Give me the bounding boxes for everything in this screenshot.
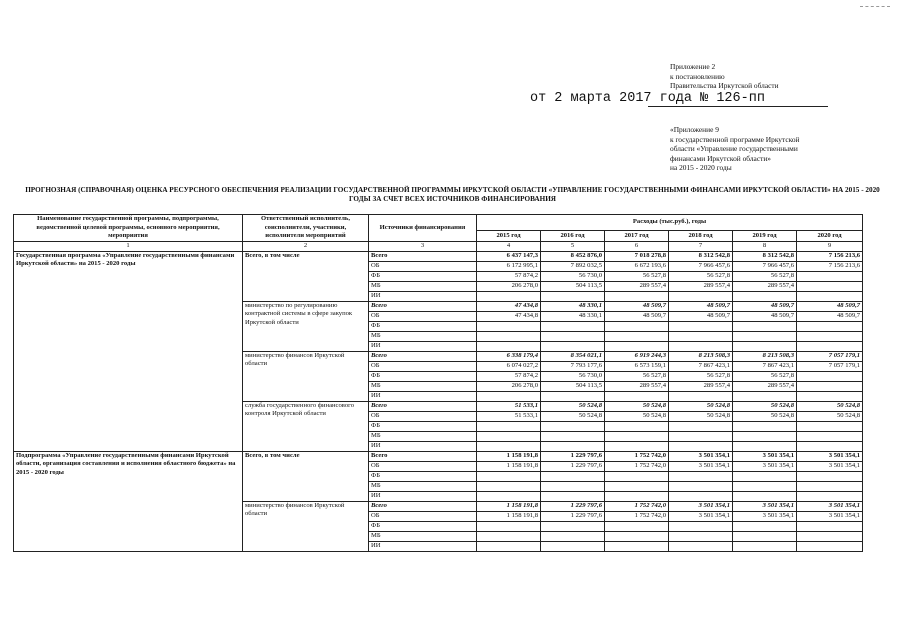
expense-value — [669, 441, 733, 451]
expense-value: 50 524,8 — [541, 401, 605, 411]
funding-source: Всего — [369, 451, 477, 461]
expense-value: 3 501 354,1 — [669, 511, 733, 521]
expense-value — [605, 471, 669, 481]
expense-value: 289 557,4 — [669, 381, 733, 391]
expense-value — [541, 391, 605, 401]
expense-value — [477, 481, 541, 491]
expense-value: 50 524,8 — [797, 411, 863, 421]
expense-value: 8 213 508,3 — [669, 351, 733, 361]
expense-value: 56 527,8 — [605, 371, 669, 381]
expense-value — [797, 471, 863, 481]
funding-source: ФБ — [369, 521, 477, 531]
expense-value — [605, 431, 669, 441]
expense-value: 50 524,8 — [797, 401, 863, 411]
expense-value — [669, 431, 733, 441]
annex-line: области «Управление государственными — [670, 144, 798, 154]
expense-value: 1 752 742,0 — [605, 511, 669, 521]
column-number: 3 — [369, 241, 477, 251]
expense-value: 3 501 354,1 — [733, 511, 797, 521]
column-number: 9 — [797, 241, 863, 251]
expense-value: 8 452 876,0 — [541, 251, 605, 261]
expense-value: 7 156 213,6 — [797, 261, 863, 271]
expense-value — [669, 491, 733, 501]
header-year: 2018 год — [669, 231, 733, 242]
expense-value — [605, 331, 669, 341]
program-name: Государственная программа «Управление государственными финансами Иркутской области» на 2015 - 2020 годы — [14, 251, 243, 451]
expense-value — [797, 481, 863, 491]
expense-value: 1 158 191,8 — [477, 451, 541, 461]
appendix-line: к постановлению — [670, 71, 725, 81]
expense-value — [477, 521, 541, 531]
expense-value — [733, 431, 797, 441]
expense-value: 1 229 797,6 — [541, 501, 605, 511]
expense-value — [605, 531, 669, 541]
expense-value — [669, 531, 733, 541]
funding-source: ОБ — [369, 361, 477, 371]
expense-value: 48 509,7 — [669, 301, 733, 311]
expense-value — [733, 521, 797, 531]
expense-value — [669, 521, 733, 531]
expense-value — [669, 391, 733, 401]
expense-value: 6 672 193,6 — [605, 261, 669, 271]
funding-source: МБ — [369, 331, 477, 341]
expense-value: 48 509,7 — [733, 311, 797, 321]
header-year: 2015 год — [477, 231, 541, 242]
header-year: 2017 год — [605, 231, 669, 242]
executor-name: Всего, в том числе — [243, 451, 369, 501]
funding-source: ОБ — [369, 261, 477, 271]
expense-value — [541, 321, 605, 331]
expense-value: 50 524,8 — [669, 411, 733, 421]
expense-value: 8 312 542,8 — [669, 251, 733, 261]
expense-value: 3 501 354,1 — [797, 501, 863, 511]
funding-source: ФБ — [369, 321, 477, 331]
expense-value — [733, 541, 797, 551]
expense-value — [733, 531, 797, 541]
expense-value: 3 501 354,1 — [669, 501, 733, 511]
executor-name: министерство по регулированию контрактной системы в сфере закупок Иркутской области — [243, 301, 369, 351]
expense-value — [541, 421, 605, 431]
expense-value: 504 113,5 — [541, 281, 605, 291]
funding-source: Всего — [369, 351, 477, 361]
expense-value: 50 524,8 — [669, 401, 733, 411]
expense-value: 1 752 742,0 — [605, 461, 669, 471]
expense-value — [477, 471, 541, 481]
expense-value: 56 730,0 — [541, 271, 605, 281]
expense-value — [669, 471, 733, 481]
funding-source: ФБ — [369, 371, 477, 381]
expense-value — [477, 431, 541, 441]
expense-value: 51 533,1 — [477, 401, 541, 411]
date-stamp: от 2 марта 2017 года № 126-пп — [530, 91, 765, 106]
column-number: 2 — [243, 241, 369, 251]
expense-value — [605, 321, 669, 331]
column-number: 1 — [14, 241, 243, 251]
program-name: Подпрограмма «Управление государственными финансами Иркутской области, организация составления и исполнения областного бюджета» на 2015 - 2020 годы — [14, 451, 243, 551]
expense-value: 6 437 147,3 — [477, 251, 541, 261]
expense-value: 50 524,8 — [605, 411, 669, 421]
expense-value — [797, 541, 863, 551]
expense-value — [477, 321, 541, 331]
expense-value — [669, 321, 733, 331]
expense-value: 48 509,7 — [733, 301, 797, 311]
column-number: 4 — [477, 241, 541, 251]
appendix-line: Правительства Иркутской области — [670, 81, 779, 91]
expense-value: 7 966 457,6 — [733, 261, 797, 271]
expense-value — [477, 531, 541, 541]
expense-value: 1 752 742,0 — [605, 501, 669, 511]
funding-source: МБ — [369, 481, 477, 491]
funding-source: ОБ — [369, 411, 477, 421]
funding-source: Всего — [369, 501, 477, 511]
expense-value: 289 557,4 — [605, 281, 669, 291]
expense-value: 3 501 354,1 — [733, 451, 797, 461]
column-number: 5 — [541, 241, 605, 251]
expense-value: 3 501 354,1 — [733, 501, 797, 511]
expense-value: 50 524,8 — [733, 411, 797, 421]
expense-value — [541, 471, 605, 481]
expense-value: 206 278,0 — [477, 281, 541, 291]
expense-value: 6 074 027,2 — [477, 361, 541, 371]
expense-value — [733, 321, 797, 331]
header-executor: Ответственный исполнитель, соисполнители, участники, исполнители мероприятий — [243, 215, 369, 242]
expense-value — [797, 421, 863, 431]
annex-line: на 2015 - 2020 годы — [670, 163, 732, 173]
expense-value — [605, 491, 669, 501]
expense-value — [669, 331, 733, 341]
executor-name: Всего, в том числе — [243, 251, 369, 301]
executor-name: министерство финансов Иркутской области — [243, 351, 369, 401]
expense-value: 56 527,8 — [733, 371, 797, 381]
expense-value — [669, 541, 733, 551]
appendix-line: Приложение 2 — [670, 62, 716, 71]
funding-source: Всего — [369, 401, 477, 411]
expense-value — [605, 391, 669, 401]
expense-value: 7 156 213,6 — [797, 251, 863, 261]
expense-value: 7 867 423,1 — [733, 361, 797, 371]
header-source: Источники финансирования — [369, 215, 477, 242]
expense-value — [733, 341, 797, 351]
executor-name: служба государственного финансового контроля Иркутской области — [243, 401, 369, 451]
funding-source: ИИ — [369, 491, 477, 501]
funding-source: ФБ — [369, 421, 477, 431]
funding-source: ФБ — [369, 271, 477, 281]
expense-value — [797, 491, 863, 501]
funding-source: ОБ — [369, 511, 477, 521]
expense-value: 7 793 177,6 — [541, 361, 605, 371]
expense-value: 3 501 354,1 — [797, 511, 863, 521]
scan-edge-mark — [860, 6, 890, 7]
expense-value: 504 113,5 — [541, 381, 605, 391]
expense-value: 3 501 354,1 — [797, 461, 863, 471]
expense-value: 7 966 457,6 — [669, 261, 733, 271]
expense-value — [605, 481, 669, 491]
funding-source: ИИ — [369, 391, 477, 401]
expense-value: 7 018 278,8 — [605, 251, 669, 261]
expense-value — [477, 391, 541, 401]
expense-value — [477, 491, 541, 501]
expense-value: 47 434,8 — [477, 301, 541, 311]
expense-value: 8 354 021,1 — [541, 351, 605, 361]
expense-value — [733, 481, 797, 491]
expense-value: 289 557,4 — [733, 281, 797, 291]
annex-line: финансами Иркутской области» — [670, 153, 771, 163]
expense-value: 1 229 797,6 — [541, 451, 605, 461]
annex-line: «Приложение 9 — [670, 125, 719, 134]
header-name: Наименование государственной программы, подпрограммы, ведомственной целевой программы, основного мероприятия, мероприятия — [14, 215, 243, 242]
expense-value: 289 557,4 — [669, 281, 733, 291]
expense-value: 56 527,8 — [669, 271, 733, 281]
expense-value — [797, 531, 863, 541]
expense-value: 47 434,8 — [477, 311, 541, 321]
annex-header — [670, 125, 799, 173]
expense-value — [733, 491, 797, 501]
expense-value — [733, 471, 797, 481]
expense-value: 48 330,1 — [541, 301, 605, 311]
expense-value: 50 524,8 — [733, 401, 797, 411]
expense-value — [541, 341, 605, 351]
expense-value — [477, 331, 541, 341]
resource-table — [13, 214, 863, 552]
expense-value: 206 278,0 — [477, 381, 541, 391]
annex-line: к государственной программе Иркутской — [670, 134, 800, 144]
table-row — [14, 251, 863, 261]
expense-value: 57 874,2 — [477, 271, 541, 281]
expense-value — [669, 481, 733, 491]
expense-value: 48 509,7 — [605, 301, 669, 311]
funding-source: МБ — [369, 531, 477, 541]
expense-value: 289 557,4 — [605, 381, 669, 391]
expense-value: 8 213 508,3 — [733, 351, 797, 361]
expense-value — [541, 441, 605, 451]
expense-value — [797, 321, 863, 331]
expense-value — [477, 441, 541, 451]
expense-value — [477, 541, 541, 551]
expense-value: 7 867 423,1 — [669, 361, 733, 371]
funding-source: ОБ — [369, 311, 477, 321]
expense-value: 56 730,0 — [541, 371, 605, 381]
table-row — [14, 451, 863, 461]
funding-source: ФБ — [369, 471, 477, 481]
expense-value — [605, 341, 669, 351]
expense-value — [797, 331, 863, 341]
expense-value — [669, 291, 733, 301]
expense-value: 50 524,8 — [541, 411, 605, 421]
header-year: 2019 год — [733, 231, 797, 242]
column-number: 8 — [733, 241, 797, 251]
expense-value: 7 057 179,1 — [797, 361, 863, 371]
expense-value — [797, 281, 863, 291]
expense-value — [797, 371, 863, 381]
expense-value — [541, 331, 605, 341]
expense-value: 48 509,7 — [669, 311, 733, 321]
expense-value: 3 501 354,1 — [733, 461, 797, 471]
expense-value: 56 527,8 — [733, 271, 797, 281]
column-number: 7 — [669, 241, 733, 251]
expense-value: 6 172 995,1 — [477, 261, 541, 271]
expense-value: 3 501 354,1 — [669, 451, 733, 461]
expense-value — [797, 381, 863, 391]
expense-value: 51 533,1 — [477, 411, 541, 421]
expense-value: 1 229 797,6 — [541, 461, 605, 471]
expense-value — [797, 341, 863, 351]
header-year: 2020 год — [797, 231, 863, 242]
expense-value: 6 919 244,3 — [605, 351, 669, 361]
expense-value: 48 509,7 — [605, 311, 669, 321]
expense-value: 6 338 179,4 — [477, 351, 541, 361]
expense-value — [541, 541, 605, 551]
executor-name: министерство финансов Иркутской области — [243, 501, 369, 551]
expense-value — [669, 341, 733, 351]
document-title: ПРОГНОЗНАЯ (СПРАВОЧНАЯ) ОЦЕНКА РЕСУРСНОГО ОБЕСПЕЧЕНИЯ РЕАЛИЗАЦИИ ГОСУДАРСТВЕННОЙ ПРОГРАММЫ ИРКУТСКОЙ ОБЛАСТИ «УПРАВЛЕНИЕ ГОСУДАРСТВЕННЫМИ ФИНАНСАМИ ИРКУТСКОЙ ОБЛАСТИ» НА 2015 - 2020 ГОДЫ ЗА СЧЕТ ВСЕХ ИСТОЧНИКОВ ФИНАНСИРОВАНИЯ — [25, 186, 880, 203]
expense-value — [797, 431, 863, 441]
expense-value — [541, 521, 605, 531]
expense-value: 6 573 159,1 — [605, 361, 669, 371]
expense-value — [669, 421, 733, 431]
funding-source: ИИ — [369, 541, 477, 551]
expense-value — [605, 521, 669, 531]
funding-source: МБ — [369, 381, 477, 391]
expense-value — [541, 481, 605, 491]
expense-value — [541, 531, 605, 541]
funding-source: Всего — [369, 251, 477, 261]
appendix-header — [670, 62, 779, 91]
funding-source: ИИ — [369, 341, 477, 351]
expense-value — [733, 291, 797, 301]
expense-value: 1 752 742,0 — [605, 451, 669, 461]
expense-value — [605, 541, 669, 551]
expense-value — [477, 291, 541, 301]
expense-value: 1 229 797,6 — [541, 511, 605, 521]
header-expenses: Расходы (тыс.руб.), годы — [477, 215, 863, 231]
expense-value: 48 509,7 — [797, 311, 863, 321]
expense-value: 3 501 354,1 — [669, 461, 733, 471]
expense-value — [797, 391, 863, 401]
expense-value — [541, 431, 605, 441]
expense-value — [797, 291, 863, 301]
funding-source: ИИ — [369, 291, 477, 301]
expense-value: 7 892 032,5 — [541, 261, 605, 271]
expense-value: 57 874,2 — [477, 371, 541, 381]
expense-value: 7 057 179,1 — [797, 351, 863, 361]
expense-value — [605, 291, 669, 301]
expense-value: 3 501 354,1 — [797, 451, 863, 461]
expense-value: 56 527,8 — [605, 271, 669, 281]
expense-value: 289 557,4 — [733, 381, 797, 391]
column-number: 6 — [605, 241, 669, 251]
expense-value — [733, 391, 797, 401]
expense-value: 50 524,8 — [605, 401, 669, 411]
funding-source: Всего — [369, 301, 477, 311]
funding-source: ИИ — [369, 441, 477, 451]
expense-value — [605, 421, 669, 431]
expense-value — [797, 271, 863, 281]
expense-value — [541, 291, 605, 301]
expense-value — [477, 421, 541, 431]
funding-source: МБ — [369, 431, 477, 441]
expense-value: 56 527,8 — [669, 371, 733, 381]
funding-source: МБ — [369, 281, 477, 291]
expense-value — [797, 441, 863, 451]
expense-value — [733, 441, 797, 451]
expense-value: 1 158 191,8 — [477, 501, 541, 511]
expense-value: 48 330,1 — [541, 311, 605, 321]
expense-value — [797, 521, 863, 531]
expense-value: 1 158 191,8 — [477, 511, 541, 521]
expense-value — [477, 341, 541, 351]
stamp-underline — [648, 106, 828, 107]
expense-value — [541, 491, 605, 501]
header-year: 2016 год — [541, 231, 605, 242]
expense-value — [733, 421, 797, 431]
expense-value — [605, 441, 669, 451]
expense-value: 1 158 191,8 — [477, 461, 541, 471]
expense-value: 48 509,7 — [797, 301, 863, 311]
funding-source: ОБ — [369, 461, 477, 471]
expense-value: 8 312 542,8 — [733, 251, 797, 261]
expense-value — [733, 331, 797, 341]
